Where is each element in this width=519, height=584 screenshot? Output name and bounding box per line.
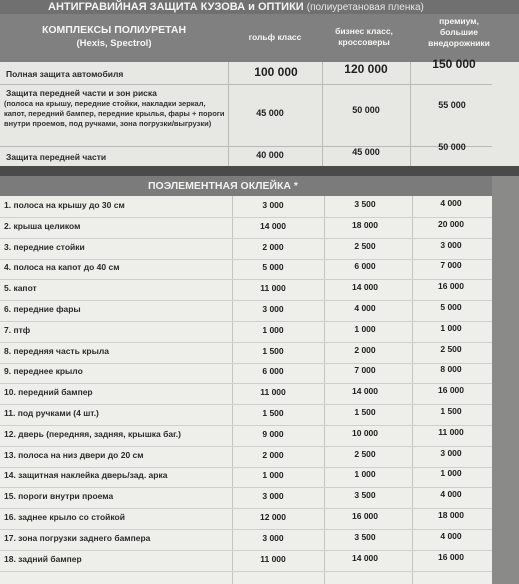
price-value: 3 000 bbox=[440, 447, 462, 458]
price-value: 150 000 bbox=[432, 57, 476, 71]
table-row bbox=[0, 446, 519, 468]
price-value: 3 000 bbox=[262, 532, 284, 543]
complexes-header bbox=[0, 14, 519, 62]
price-value: 11 000 bbox=[260, 283, 286, 294]
price-value: 1 500 bbox=[262, 408, 284, 418]
price-value: 4 000 bbox=[440, 489, 462, 500]
price-value: 1 000 bbox=[262, 324, 284, 335]
price-value: 14 000 bbox=[352, 282, 378, 293]
table-row bbox=[0, 279, 519, 301]
item-name: 16. заднее крыло со стойкой bbox=[4, 512, 125, 522]
table-row bbox=[0, 217, 519, 239]
table-row bbox=[0, 321, 519, 343]
price-value: 2 000 bbox=[354, 344, 376, 355]
price-value: 18 000 bbox=[352, 219, 378, 230]
item-name: 2. крыша целиком bbox=[4, 220, 81, 231]
price-value: 1 500 bbox=[262, 345, 284, 356]
price-value: 100 000 bbox=[254, 65, 298, 79]
price-value: 1 500 bbox=[440, 406, 462, 416]
table-row bbox=[0, 487, 519, 509]
item-name: 6. передние фары bbox=[4, 304, 81, 314]
price-value: 6 000 bbox=[262, 366, 284, 377]
price-value: 2 000 bbox=[262, 241, 284, 252]
price-value: 3 500 bbox=[354, 531, 376, 542]
section-divider bbox=[0, 166, 519, 176]
price-value: 6 000 bbox=[354, 261, 376, 272]
price-value: 16 000 bbox=[352, 511, 378, 521]
item-name: 5. капот bbox=[4, 283, 37, 294]
price-value: 45 000 bbox=[352, 147, 380, 157]
price-value: 1 500 bbox=[354, 407, 376, 417]
price-value: 120 000 bbox=[344, 62, 388, 76]
price-value: 40 000 bbox=[256, 150, 284, 160]
table-row bbox=[0, 466, 519, 488]
banner-title: АНТИГРАВИЙНАЯ ЗАЩИТА КУЗОВА и ОПТИКИ bbox=[48, 1, 304, 13]
price-value: 16 000 bbox=[438, 551, 464, 562]
price-value: 1 000 bbox=[354, 469, 376, 480]
table-row bbox=[0, 238, 519, 260]
price-value: 11 000 bbox=[260, 387, 286, 398]
top-banner bbox=[0, 0, 519, 14]
price-value: 1 000 bbox=[440, 322, 462, 333]
column-header-business: бизнес класс, кроссоверы bbox=[335, 26, 393, 47]
complex-note-front-risk: (полоса на крышу, передние стойки, накладки зеркал, капот, передний бампер, передние крылья, фары + пороги внутри проемов, под ручками, зона погрузки/выгрузки) bbox=[4, 99, 225, 128]
column-header-premium: премиум, большие внедорожники bbox=[428, 16, 490, 48]
elements-table bbox=[0, 196, 519, 584]
table-row bbox=[0, 550, 519, 572]
item-name: 3. передние стойки bbox=[4, 241, 85, 252]
price-value: 14 000 bbox=[352, 386, 378, 397]
price-value: 2 500 bbox=[354, 448, 376, 459]
divider bbox=[0, 84, 492, 85]
item-name: 1. полоса на крышу до 30 см bbox=[4, 200, 125, 210]
price-value: 4 000 bbox=[440, 530, 462, 541]
item-name: 18. задний бампер bbox=[4, 553, 82, 564]
complex-label-front-risk: Защита передней части и зон риска bbox=[6, 88, 157, 98]
price-value: 8 000 bbox=[440, 364, 462, 375]
table-row bbox=[0, 425, 519, 447]
page-edge bbox=[492, 176, 519, 584]
divider bbox=[322, 62, 323, 166]
divider bbox=[410, 62, 411, 166]
item-name: 7. птф bbox=[4, 324, 31, 335]
item-name: 11. под ручками (4 шт.) bbox=[4, 408, 99, 418]
price-value: 3 500 bbox=[354, 199, 376, 209]
price-value: 50 000 bbox=[438, 142, 466, 152]
complexes-title-block bbox=[0, 24, 228, 50]
price-value: 2 500 bbox=[440, 343, 462, 354]
price-value: 20 000 bbox=[438, 218, 464, 229]
price-value: 5 000 bbox=[440, 302, 462, 312]
price-value: 1 000 bbox=[440, 468, 462, 479]
item-name: 10. передний бампер bbox=[4, 387, 93, 398]
price-value: 50 000 bbox=[352, 105, 380, 115]
price-value: 16 000 bbox=[438, 281, 464, 292]
price-value: 2 000 bbox=[262, 449, 284, 460]
price-value: 14 000 bbox=[260, 220, 286, 231]
price-value: 1 000 bbox=[262, 470, 284, 481]
price-value: 12 000 bbox=[260, 512, 286, 522]
table-row bbox=[0, 362, 519, 384]
price-value: 1 000 bbox=[354, 323, 376, 334]
banner-subtitle: (полиуретановая пленка) bbox=[306, 2, 424, 13]
complex-label-full: Полная защита автомобиля bbox=[6, 69, 124, 79]
price-value: 5 000 bbox=[262, 262, 284, 273]
price-value: 4 000 bbox=[440, 198, 462, 208]
item-name: 12. дверь (передняя, задняя, крышка баг.) bbox=[4, 428, 181, 439]
item-name: 4. полоса на капот до 40 см bbox=[4, 262, 120, 273]
price-value: 3 000 bbox=[440, 239, 462, 250]
price-value: 16 000 bbox=[438, 385, 464, 396]
price-value: 3 000 bbox=[262, 304, 284, 314]
item-name: 8. передняя часть крыла bbox=[4, 345, 110, 356]
item-name: 17. зона погрузки заднего бампера bbox=[4, 532, 151, 543]
table-row bbox=[0, 383, 519, 405]
price-value: 4 000 bbox=[354, 303, 376, 313]
table-row bbox=[0, 529, 519, 551]
price-value: 11 000 bbox=[438, 426, 464, 437]
price-value: 3 500 bbox=[354, 490, 376, 501]
column-header-golf: гольф класс bbox=[248, 32, 302, 42]
divider bbox=[228, 62, 229, 166]
price-value: 10 000 bbox=[352, 427, 378, 438]
table-row bbox=[0, 258, 519, 280]
item-name: 13. полоса на низ двери до 20 см bbox=[4, 449, 144, 460]
price-value: 18 000 bbox=[438, 510, 464, 520]
price-value: 9 000 bbox=[262, 428, 284, 439]
table-row bbox=[0, 508, 519, 530]
price-value: 11 000 bbox=[260, 553, 286, 564]
elements-section-title: ПОЭЛЕМЕНТНАЯ ОКЛЕЙКА * bbox=[0, 176, 519, 196]
table-row bbox=[0, 196, 519, 218]
price-value: 7 000 bbox=[354, 365, 376, 376]
item-name: 15. пороги внутри проема bbox=[4, 491, 114, 502]
price-value: 2 500 bbox=[354, 240, 376, 251]
table-row bbox=[0, 300, 519, 322]
complexes-table bbox=[0, 57, 519, 166]
table-row bbox=[0, 404, 519, 426]
table-row bbox=[0, 342, 519, 364]
price-value: 55 000 bbox=[438, 100, 466, 110]
complexes-title: КОМПЛЕКСЫ ПОЛИУРЕТАН bbox=[41, 24, 187, 36]
complexes-brands: (Hexis, Spectrol) bbox=[76, 38, 152, 49]
price-value: 14 000 bbox=[352, 552, 378, 563]
complex-label-front: Защита передней части bbox=[6, 152, 107, 162]
price-value: 7 000 bbox=[440, 260, 462, 271]
price-value: 45 000 bbox=[256, 108, 284, 118]
price-value: 3 000 bbox=[262, 200, 284, 210]
item-name: 14. защитная наклейка дверь/зад. арка bbox=[4, 470, 168, 481]
price-value: 3 000 bbox=[262, 491, 284, 502]
item-name: 9. переднее крыло bbox=[4, 366, 83, 377]
